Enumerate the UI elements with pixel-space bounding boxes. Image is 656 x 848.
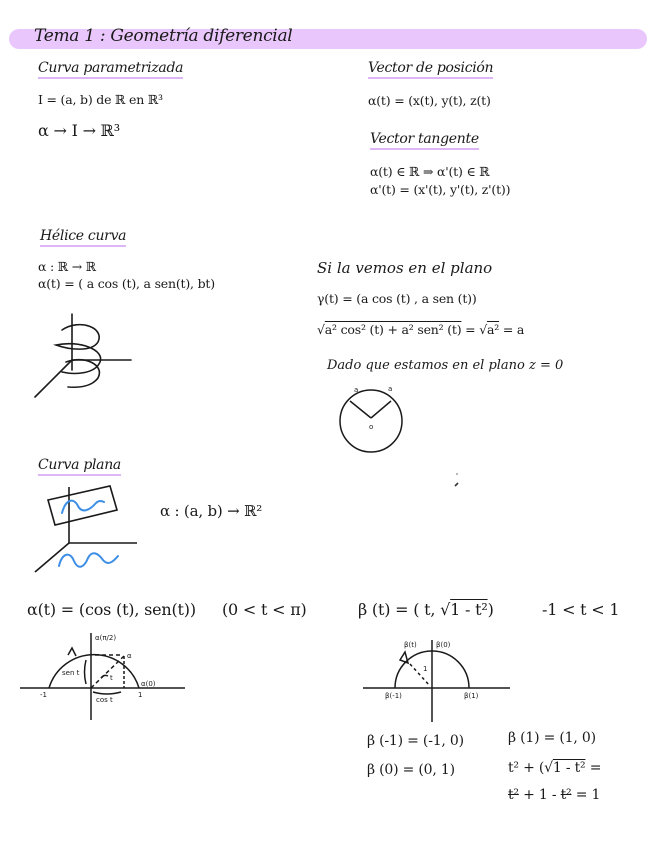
tangent-implication: α(t) ∈ ℝ ⇒ α'(t) ∈ ℝ [370,164,490,179]
alpha-range: (0 < t < π) [222,600,307,619]
page-title: Tema 1 : Geometría diferencial [34,26,293,46]
alpha-point-label: α [127,652,132,660]
beta-formula-suffix: ) [487,600,494,619]
circle-label-left: a [354,386,359,394]
beta-formula-radicand: 1 - t² [450,600,488,619]
identity-result: = 1 [571,787,601,803]
identity-line-1 [508,760,601,776]
beta-radius-label: 1 [423,665,428,673]
heading-curva-parametrizada: Curva parametrizada [38,60,183,79]
tangent-vector-formula: α'(t) = (x'(t), y'(t), z'(t)) [370,182,511,197]
norm-result: = a [502,322,525,337]
helix-formula: α(t) = ( a cos (t), a sen(t), bt) [38,276,215,291]
circle-label-center: o [369,423,374,431]
beta-t-label: β(t) [404,641,417,649]
plane-intro: Si la vemos en el plano [317,259,493,277]
beta-neg-one-label: β(-1) [385,692,402,700]
sin-label: sen t [62,669,80,677]
axis-neg-one: -1 [40,691,47,699]
cos-label: cos t [96,696,113,704]
helix-mapping: α : ℝ → ℝ [38,259,96,274]
alpha-top-label: α(π/2) [95,634,117,642]
beta-one-label: β(1) [464,692,479,700]
heading-curva-plana: Curva plana [38,457,121,476]
identity-suffix: = [585,760,602,776]
heading-helice-curva: Hélice curva [40,228,126,247]
beta-neg-one-value: β (-1) = (-1, 0) [367,733,464,749]
position-vector-formula: α(t) = (x(t), y(t), z(t) [368,93,491,108]
plane-z0-note: Dado que estamos en el plano z = 0 [327,358,564,373]
identity-line-2 [508,787,600,803]
alpha-zero-label: α(0) [141,680,156,688]
identity-radicand: 1 - t² [552,760,586,776]
beta-one-value: β (1) = (1, 0) [508,730,596,746]
heading-vector-posicion: Vector de posición [368,60,493,79]
norm-sqrt: = √ [465,322,487,337]
identity-cancel-1: t² [508,787,519,803]
beta-formula-prefix: β (t) = ( t, √ [358,600,451,619]
curve-mapping: α → I → ℝ³ [38,121,120,140]
norm-radicand: a² cos² (t) + a² sen² (t) [324,322,462,337]
beta-range: -1 < t < 1 [542,600,620,619]
identity-middle: + 1 - [518,787,561,803]
axis-one: 1 [138,691,143,699]
norm-computation: √a² cos² (t) + a² sen² (t) = √a² = a [317,322,525,337]
plane-curve-mapping: α : (a, b) → ℝ² [160,502,263,520]
angle-label: t [110,674,113,682]
identity-prefix: t² + (√ [508,760,553,776]
beta-zero-value: β (0) = (0, 1) [367,762,455,778]
identity-cancel-2: t² [560,787,572,803]
alpha-formula: α(t) = (cos (t), sen(t)) [27,600,196,619]
heading-vector-tangente: Vector tangente [370,131,479,150]
norm-radicand-2: a² [486,322,500,337]
beta-zero-label: β(0) [436,641,451,649]
interval-definition: I = (a, b) de ℝ en ℝ³ [38,92,163,107]
gamma-formula: γ(t) = (a cos (t) , a sen (t)) [317,291,477,306]
circle-label-right: a [388,385,393,393]
